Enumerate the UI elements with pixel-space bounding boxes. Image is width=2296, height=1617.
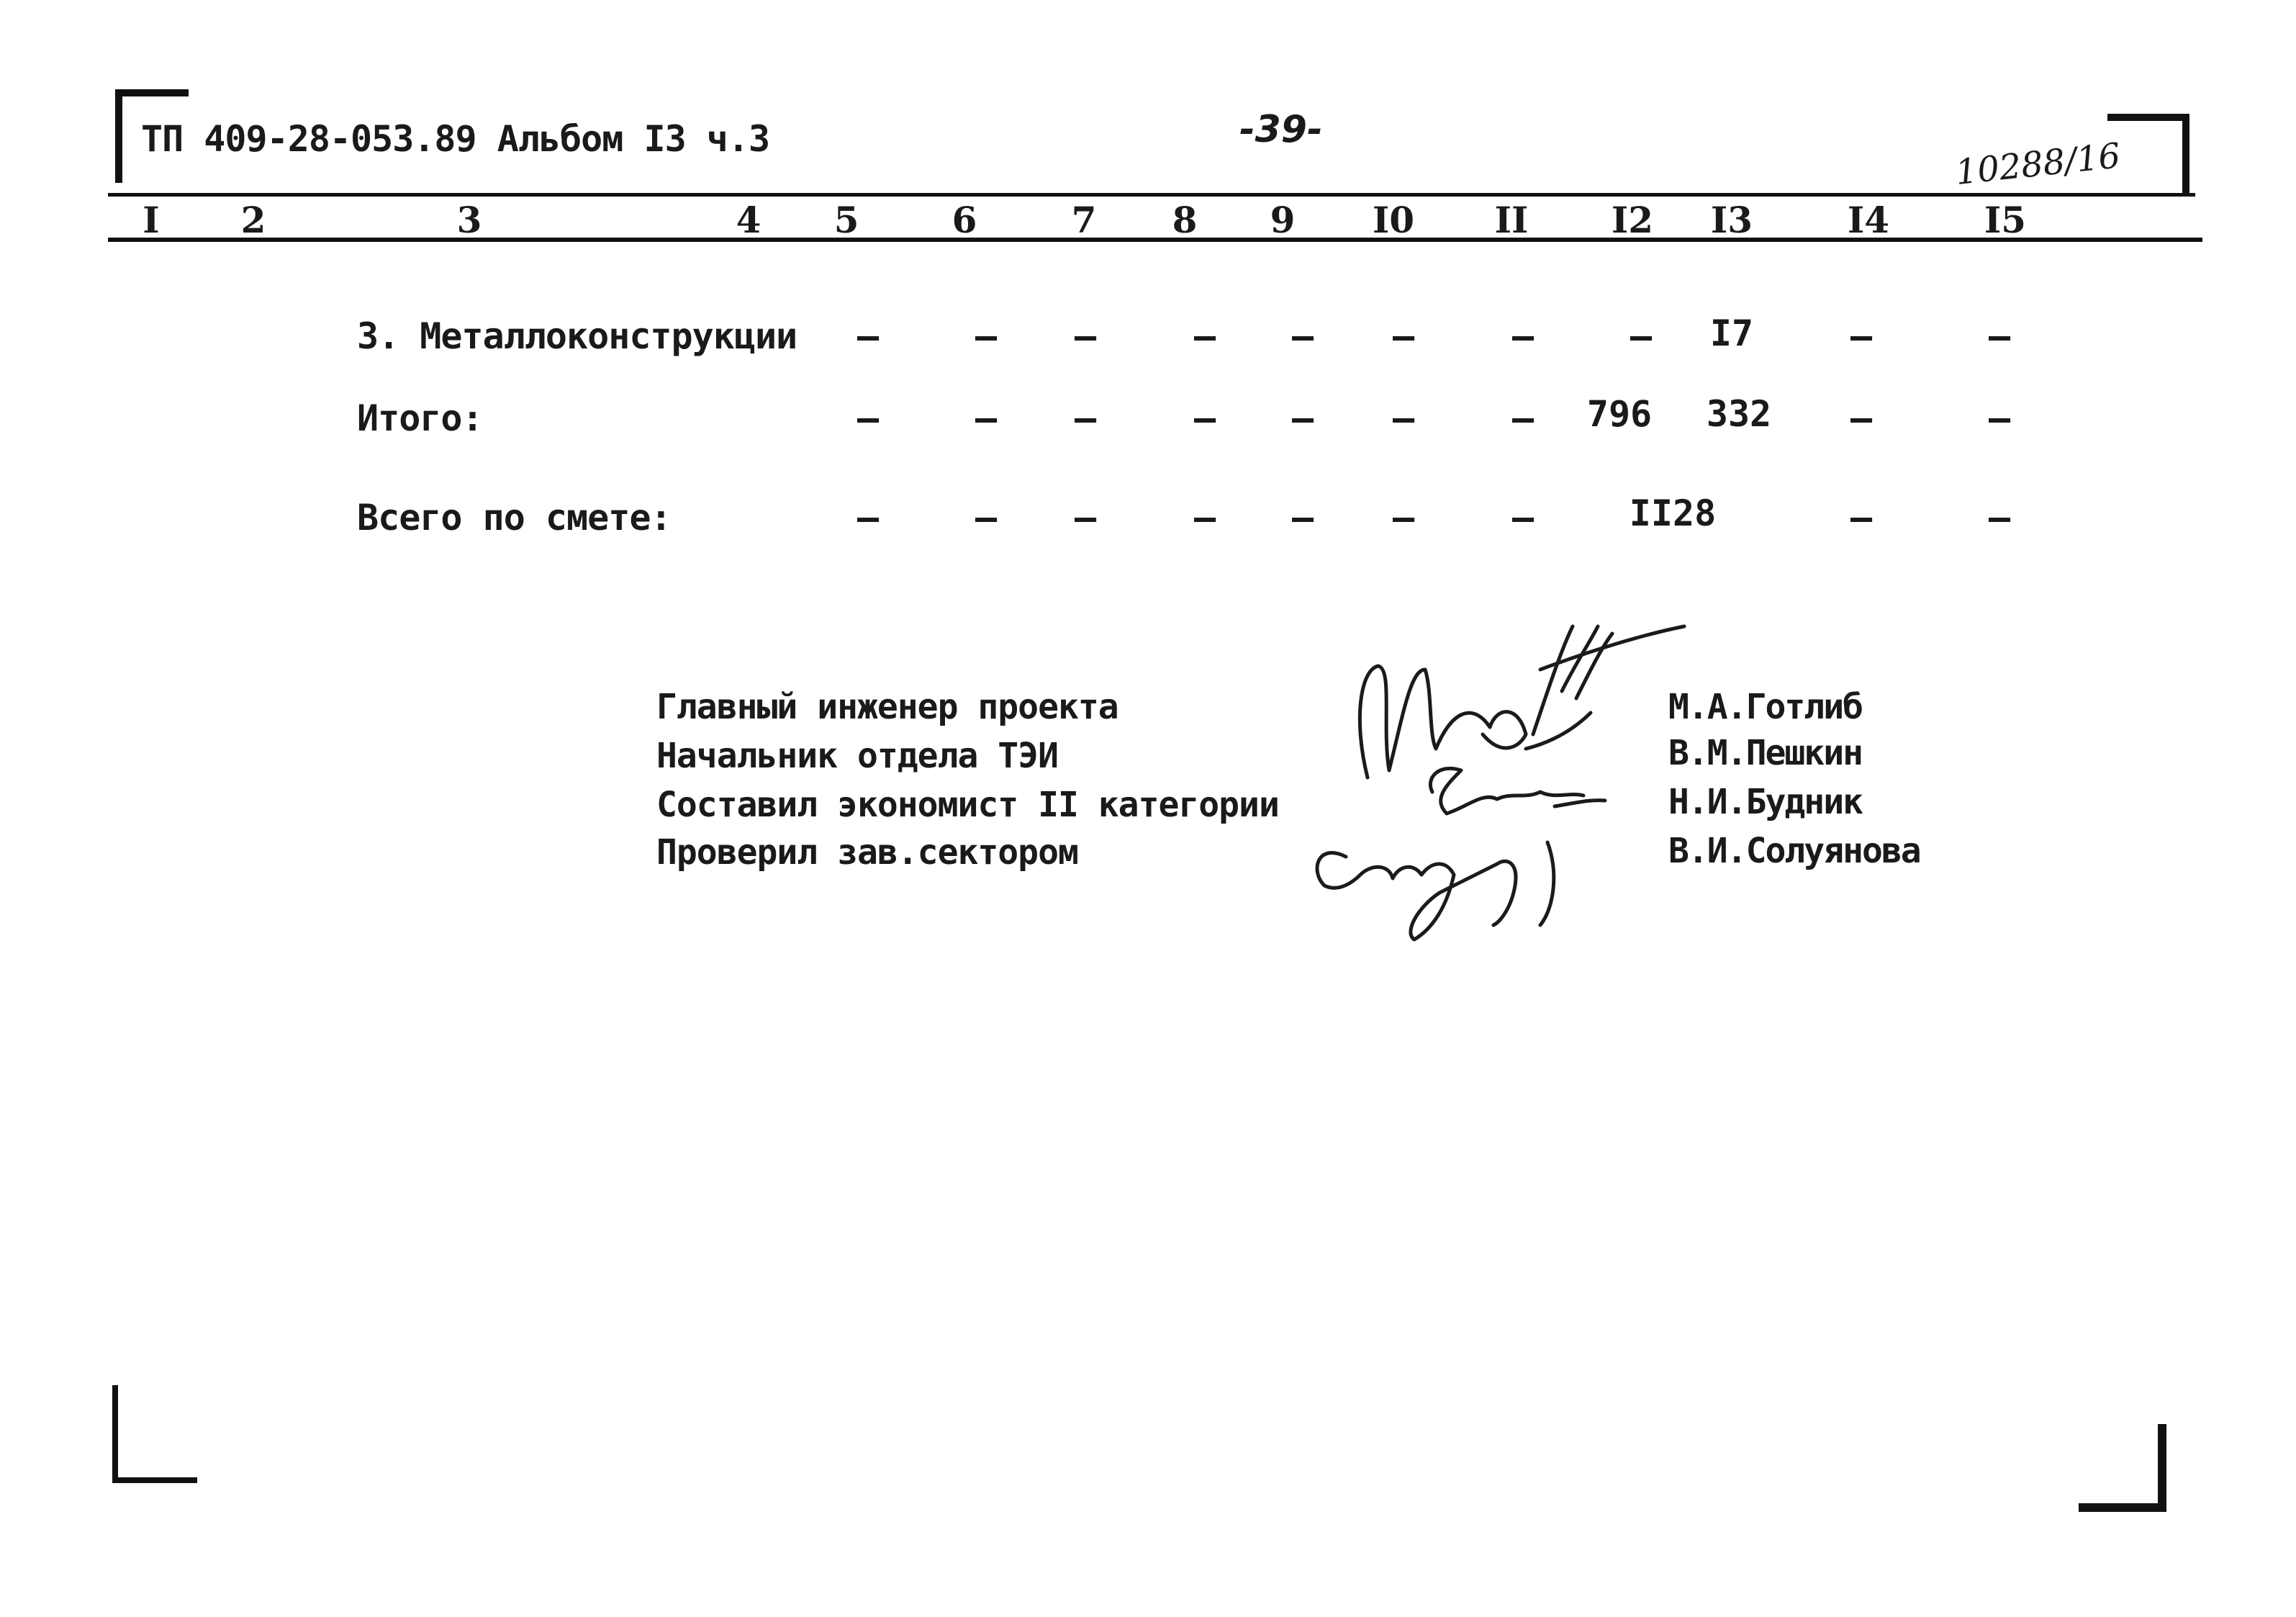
- row-label: Всего по смете:: [357, 497, 672, 539]
- column-number: I0: [1372, 199, 1415, 241]
- table-cell: –: [857, 497, 880, 539]
- table-cell: –: [975, 497, 998, 539]
- table-cell: –: [857, 397, 880, 439]
- table-cell: –: [1291, 397, 1314, 439]
- signatory-title: Главный инженер проекта: [656, 687, 1118, 727]
- signatory-title: Начальник отдела ТЭИ: [656, 736, 1058, 776]
- signature-chief-engineer: [1360, 666, 1526, 778]
- page-number: -39-: [1239, 108, 1323, 151]
- table-cell: –: [975, 397, 998, 439]
- signatory-title: Проверил зав.сектором: [656, 832, 1078, 873]
- table-cell: –: [1074, 315, 1097, 357]
- table-cell: II28: [1629, 492, 1717, 534]
- signatory-name: В.И.Солуянова: [1668, 831, 1920, 871]
- signature-economist: [1430, 768, 1605, 814]
- signature-sector-head: [1317, 842, 1554, 940]
- signatory-name: В.М.Пешкин: [1668, 733, 1862, 773]
- table-cell: –: [1392, 315, 1415, 357]
- table-cell: –: [1511, 397, 1535, 439]
- column-number: II: [1494, 199, 1529, 241]
- column-number: 6: [952, 199, 977, 241]
- table-cell: –: [1988, 497, 2011, 539]
- table-cell: –: [857, 315, 880, 357]
- table-cell: –: [1988, 315, 2011, 357]
- table-cell: –: [1074, 397, 1097, 439]
- table-cell: –: [1193, 497, 1216, 539]
- column-number: 9: [1270, 199, 1296, 241]
- column-number: I3: [1710, 199, 1753, 241]
- signature-department-head: [1526, 626, 1684, 749]
- table-cell: –: [1511, 497, 1535, 539]
- column-number: I2: [1611, 199, 1654, 241]
- column-number: I4: [1847, 199, 1890, 241]
- signatory-name: М.А.Готлиб: [1668, 687, 1862, 727]
- column-number: 3: [456, 199, 482, 241]
- signatory-title: Составил экономист II категории: [656, 785, 1279, 825]
- column-number: I: [143, 199, 160, 241]
- column-number: 2: [240, 199, 266, 241]
- table-cell: –: [1291, 315, 1314, 357]
- table-cell: –: [1392, 497, 1415, 539]
- table-cell: –: [1988, 397, 2011, 439]
- row-label: 3. Металлоконструкции: [357, 315, 797, 357]
- table-cell: –: [1630, 315, 1653, 357]
- table-cell: –: [1850, 315, 1873, 357]
- table-cell: –: [1511, 315, 1535, 357]
- table-cell: 796: [1586, 393, 1653, 435]
- column-number: 4: [736, 199, 761, 241]
- column-number: I5: [1984, 199, 2027, 241]
- table-cell: –: [1193, 315, 1216, 357]
- document-code: ТП 409-28-053.89 Альбом I3 ч.3: [141, 118, 770, 160]
- signatory-name: Н.И.Будник: [1668, 782, 1862, 822]
- column-number: 8: [1172, 199, 1198, 241]
- table-cell: –: [975, 315, 998, 357]
- column-number: 7: [1071, 199, 1097, 241]
- table-cell: 332: [1706, 393, 1772, 435]
- table-cell: –: [1291, 497, 1314, 539]
- table-cell: –: [1850, 497, 1873, 539]
- inventory-number: 10288/16: [1953, 135, 2123, 193]
- table-cell: –: [1193, 397, 1216, 439]
- table-cell: –: [1392, 397, 1415, 439]
- table-cell: I7: [1709, 312, 1754, 354]
- table-cell: –: [1074, 497, 1097, 539]
- column-number: 5: [833, 199, 859, 241]
- row-label: Итого:: [357, 397, 483, 439]
- table-cell: –: [1850, 397, 1873, 439]
